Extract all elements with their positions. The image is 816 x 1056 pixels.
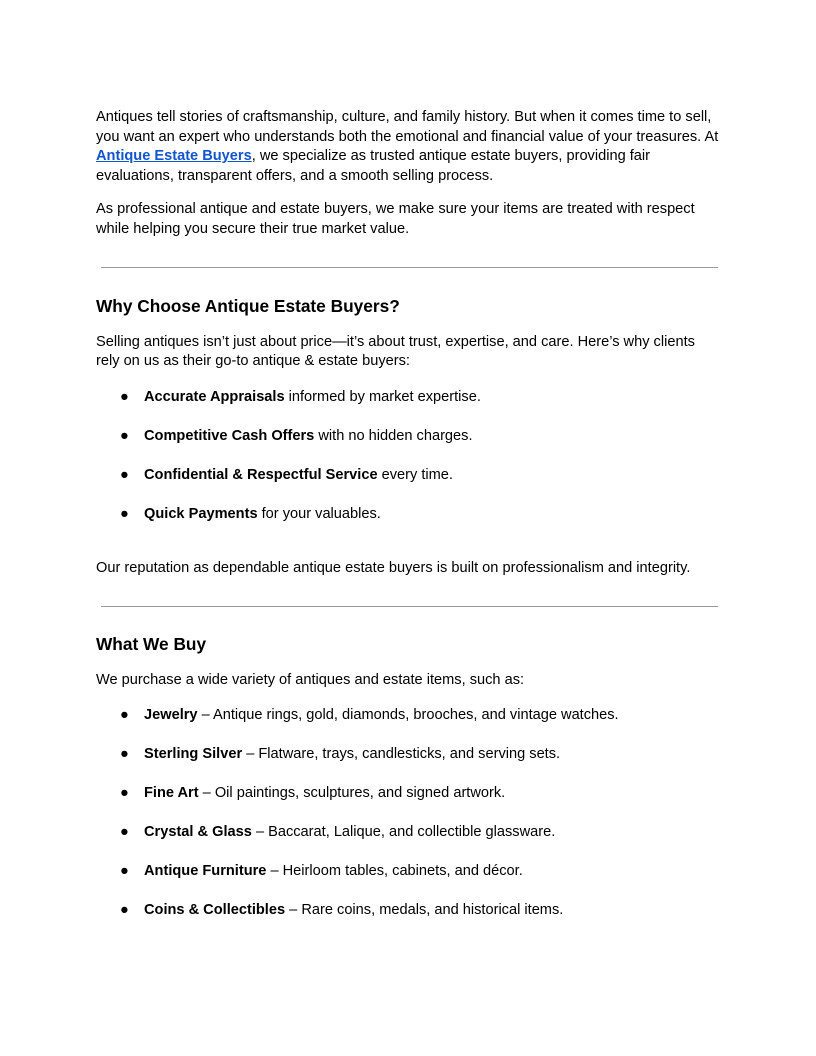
list-item-title: Confidential & Respectful Service: [144, 466, 378, 483]
section-divider: [101, 606, 718, 607]
list-item-text: with no hidden charges.: [314, 427, 473, 444]
bullet-icon: ●: [120, 902, 129, 919]
list-item-text: – Antique rings, gold, diamonds, brooches, and vintage watches.: [197, 707, 619, 724]
antique-estate-buyers-link[interactable]: Antique Estate Buyers: [96, 148, 252, 165]
why-choose-heading: Why Choose Antique Estate Buyers?: [96, 295, 400, 316]
list-item-text: informed by market expertise.: [284, 388, 481, 405]
list-item: [96, 706, 720, 726]
list-item-title: Competitive Cash Offers: [144, 427, 315, 444]
list-item-title: Accurate Appraisals: [144, 388, 285, 405]
bullet-icon: ●: [120, 707, 129, 724]
list-item-text: – Oil paintings, sculptures, and signed artwork.: [198, 785, 506, 802]
list-item-text: – Heirloom tables, cabinets, and décor.: [266, 863, 523, 880]
intro-text-after-link: , we specialize as trusted antique estate buyers, providing fair evaluations, transparent offers, and a smooth selling process.: [96, 148, 651, 184]
list-item-text: every time.: [377, 466, 453, 483]
list-item: [96, 505, 720, 525]
list-item: [96, 901, 720, 921]
list-item-text: – Flatware, trays, candlesticks, and serving sets.: [242, 746, 561, 763]
bullet-icon: ●: [120, 746, 129, 763]
list-item: [96, 388, 720, 408]
list-item-text: – Baccarat, Lalique, and collectible glassware.: [251, 824, 556, 841]
what-we-buy-heading: What We Buy: [96, 633, 207, 654]
bullet-icon: ●: [120, 427, 129, 444]
list-item-title: Antique Furniture: [144, 863, 267, 880]
why-list: [96, 388, 720, 525]
list-item-title: Coins & Collectibles: [144, 902, 286, 919]
list-item-title: Crystal & Glass: [144, 824, 252, 841]
intro-paragraph-2: As professional antique and estate buyers, we make sure your items are treated with respect while helping you secure their true market value.: [96, 201, 695, 237]
list-item: [96, 784, 720, 804]
list-item-title: Fine Art: [144, 785, 199, 802]
intro-text-before-link: Antiques tell stories of craftsmanship, culture, and family history. But when it comes time to sell, you want an expert who understands both the emotional and financial value of your treasures. At: [96, 109, 719, 145]
list-item-text: for your valuables.: [257, 505, 381, 522]
list-item: [96, 427, 720, 447]
why-intro-paragraph: Selling antiques isn’t just about price—it’s about trust, expertise, and care. Here’s why clients rely on us as their go-to antique & estate buyers:: [96, 333, 695, 370]
list-item: [96, 823, 720, 843]
section-divider: [101, 267, 718, 268]
bullet-icon: ●: [120, 388, 129, 405]
bullet-icon: ●: [120, 466, 129, 483]
list-item: [96, 862, 720, 882]
list-item-text: – Rare coins, medals, and historical items.: [285, 902, 564, 919]
list-item: [96, 466, 720, 486]
bullet-icon: ●: [120, 863, 129, 880]
list-item: [96, 745, 720, 765]
list-item-title: Sterling Silver: [144, 746, 243, 763]
list-item-title: Jewelry: [144, 707, 198, 724]
what-list: [96, 706, 720, 921]
bullet-icon: ●: [120, 785, 129, 802]
bullet-icon: ●: [120, 824, 129, 841]
document-page: [96, 108, 720, 921]
list-item-title: Quick Payments: [144, 505, 258, 522]
intro-paragraph-1: [96, 108, 720, 186]
reputation-paragraph: Our reputation as dependable antique estate buyers is built on professionalism and integrity.: [96, 560, 691, 577]
bullet-icon: ●: [120, 505, 129, 522]
what-intro-paragraph: We purchase a wide variety of antiques and estate items, such as:: [96, 671, 525, 688]
